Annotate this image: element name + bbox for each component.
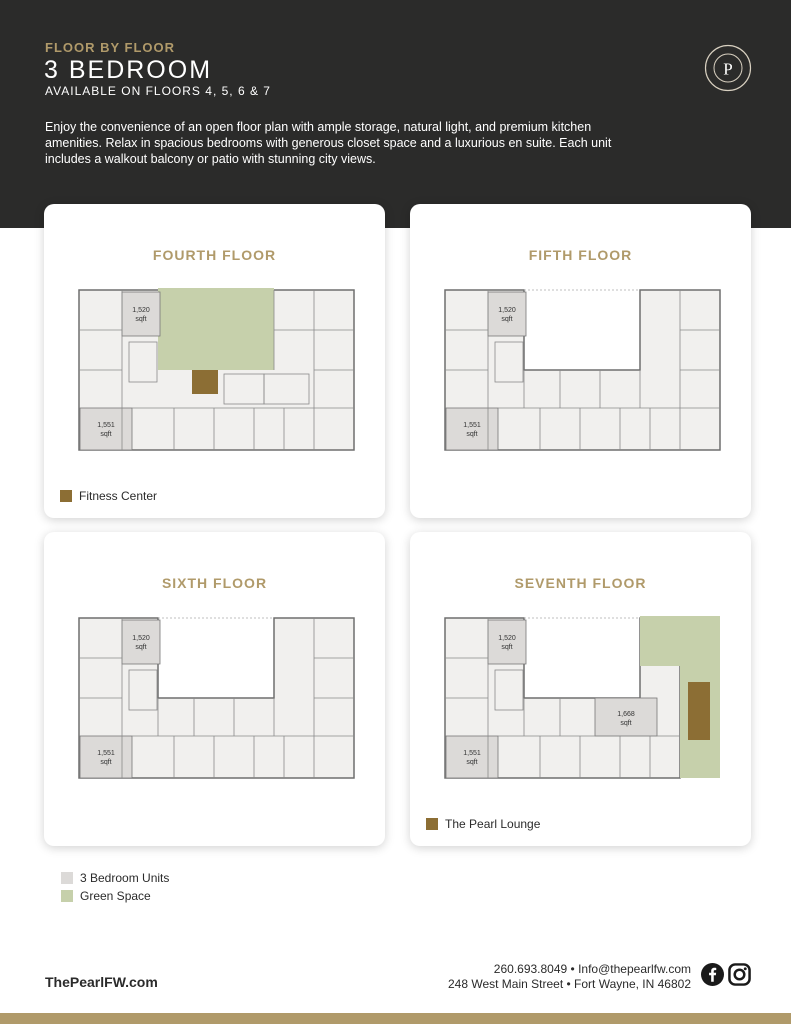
unit-a-unit: sqft xyxy=(501,316,513,323)
floor-title: FOURTH FLOOR xyxy=(152,247,277,263)
unit-b-size: 1,551 xyxy=(463,422,481,429)
unit-b-size: 1,551 xyxy=(463,750,481,757)
unit-a-unit: sqft xyxy=(135,316,147,323)
legend-green xyxy=(61,889,151,903)
email-link[interactable]: Info@thepearlfw.com xyxy=(578,962,691,976)
unit-b-size: 1,551 xyxy=(97,750,115,757)
unit-b-unit: sqft xyxy=(466,431,478,438)
separator: • xyxy=(566,977,571,991)
legend-bedroom-label: 3 Bedroom Units xyxy=(80,871,170,885)
unit-a-size: 1,520 xyxy=(132,307,150,314)
unit-a-size: 1,520 xyxy=(132,635,150,642)
green-swatch xyxy=(61,890,73,902)
fitness-swatch xyxy=(60,490,72,502)
legend-bedroom xyxy=(61,871,169,885)
floor-title: SEVENTH FLOOR xyxy=(514,575,647,591)
page-title: 3 BEDROOM xyxy=(44,56,213,84)
website-link[interactable]: ThePearlFW.com xyxy=(45,974,158,990)
header-band xyxy=(0,0,791,228)
street-address: 248 West Main Street xyxy=(447,977,564,991)
floor-plan-sixth xyxy=(74,610,359,785)
floor-plan-seventh xyxy=(440,610,725,785)
separator: • xyxy=(570,962,575,976)
lounge-swatch xyxy=(426,818,438,830)
facebook-icon[interactable] xyxy=(701,963,724,986)
legend-label: Fitness Center xyxy=(79,489,158,503)
phone-number[interactable]: 260.693.8049 xyxy=(493,962,568,976)
unit-a-size: 1,520 xyxy=(498,635,516,642)
unit-b-unit: sqft xyxy=(100,431,112,438)
unit-c-unit: sqft xyxy=(620,720,632,727)
footer-bar xyxy=(0,1013,791,1024)
floor-card-sixth xyxy=(44,532,385,846)
intro-text: Enjoy the convenience of an open floor plan with ample storage, natural light, and premium kitchen amenities. Relax in spacious bedrooms with generous closet space and a luxurious en suite. Each unit includes a walkout balcony or patio with stunning city views. xyxy=(45,120,612,166)
amenity-legend xyxy=(426,817,540,831)
eyebrow: FLOOR BY FLOOR xyxy=(45,40,176,55)
page-subtitle: AVAILABLE ON FLOORS 4, 5, 6 & 7 xyxy=(45,84,271,98)
unit-c-size: 1,668 xyxy=(617,711,635,718)
bedroom-swatch xyxy=(61,872,73,884)
city-address: Fort Wayne, IN 46802 xyxy=(574,977,691,991)
floor-title: FIFTH FLOOR xyxy=(528,247,633,263)
unit-a-unit: sqft xyxy=(501,644,513,651)
floor-card-fifth xyxy=(410,204,751,518)
legend-green-label: Green Space xyxy=(80,889,151,903)
amenity-legend xyxy=(60,489,157,503)
unit-b-size: 1,551 xyxy=(97,422,115,429)
logo-letter: P xyxy=(723,59,733,79)
instagram-icon[interactable] xyxy=(728,963,751,986)
floor-card-fourth xyxy=(44,204,385,518)
floor-plan-fourth xyxy=(74,282,359,457)
unit-a-unit: sqft xyxy=(135,644,147,651)
unit-b-unit: sqft xyxy=(100,759,112,766)
pearl-logo xyxy=(704,44,752,92)
unit-b-unit: sqft xyxy=(466,759,478,766)
floor-plan-fifth xyxy=(440,282,725,457)
contact-block xyxy=(448,962,691,992)
unit-a-size: 1,520 xyxy=(498,307,516,314)
legend-label: The Pearl Lounge xyxy=(445,817,541,831)
floor-title: SIXTH FLOOR xyxy=(161,575,268,591)
floor-card-seventh xyxy=(410,532,751,846)
